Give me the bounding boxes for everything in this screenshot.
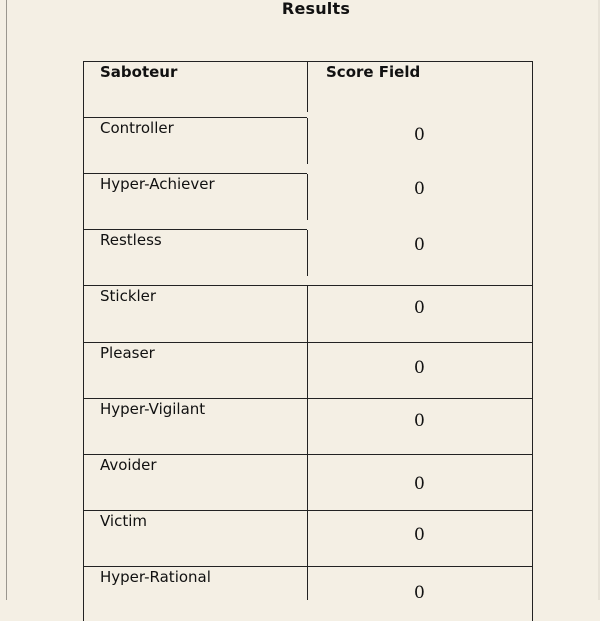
score-value: 0	[414, 525, 425, 545]
column-header-score-field: Score Field	[326, 63, 421, 81]
column-divider	[307, 286, 308, 600]
score-value: 0	[414, 179, 425, 199]
row-divider	[83, 229, 307, 230]
saboteur-name: Hyper-Rational	[100, 568, 211, 586]
score-value: 0	[414, 235, 425, 255]
saboteur-name: Controller	[100, 119, 174, 137]
row-divider	[83, 398, 533, 399]
column-divider	[307, 61, 308, 112]
saboteur-name: Avoider	[100, 456, 157, 474]
column-divider	[307, 174, 308, 220]
row-divider	[83, 173, 307, 174]
saboteur-name: Hyper-Achiever	[100, 175, 215, 193]
column-divider	[307, 230, 308, 276]
score-value: 0	[414, 125, 425, 145]
column-header-saboteur: Saboteur	[100, 63, 178, 81]
saboteur-name: Restless	[100, 231, 162, 249]
saboteur-name: Hyper-Vigilant	[100, 400, 206, 418]
score-value: 0	[414, 583, 425, 603]
row-divider	[83, 342, 533, 343]
score-value: 0	[414, 411, 425, 431]
score-value: 0	[414, 474, 425, 494]
page-left-edge	[6, 0, 7, 600]
saboteur-name: Pleaser	[100, 344, 155, 362]
saboteur-name: Victim	[100, 512, 148, 530]
score-value: 0	[414, 358, 425, 378]
column-divider	[307, 118, 308, 164]
saboteur-name: Stickler	[100, 287, 157, 305]
results-table	[83, 61, 533, 621]
row-divider	[83, 285, 533, 286]
page-title: Results	[281, 0, 351, 18]
row-divider	[83, 566, 533, 567]
row-divider	[83, 454, 533, 455]
score-value: 0	[414, 298, 425, 318]
row-divider	[83, 510, 533, 511]
row-divider	[83, 117, 307, 118]
